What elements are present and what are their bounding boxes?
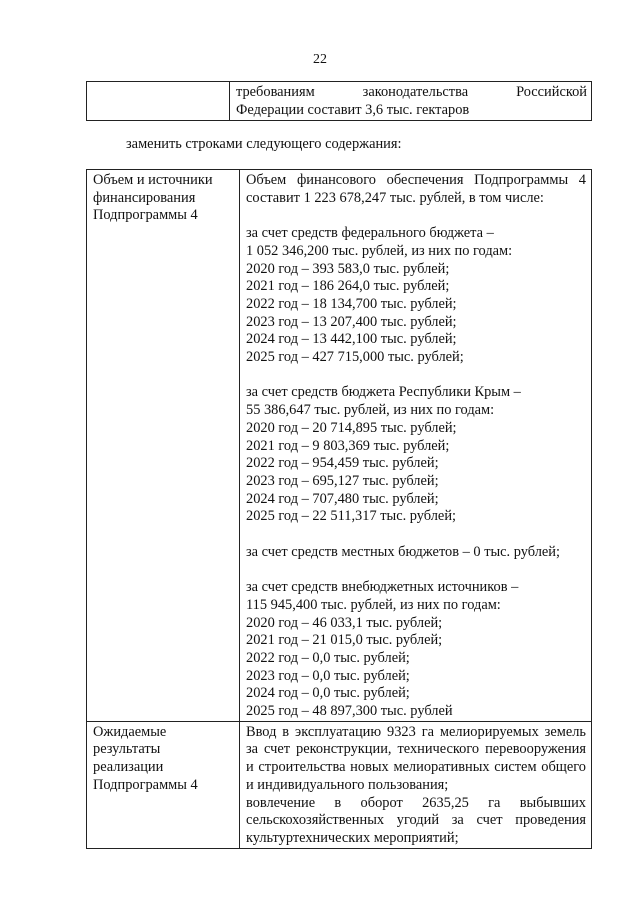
extra-heading: за счет средств внебюджетных источников – — [246, 579, 519, 596]
label-line: Подпрограммы 4 — [93, 776, 198, 793]
label-line: результаты — [93, 741, 161, 758]
year-line: 2021 год – 21 015,0 тыс. рублей; — [246, 632, 443, 649]
label-line: реализации — [93, 759, 164, 776]
continuation-cell — [230, 82, 592, 121]
year-line: 2025 год – 22 511,317 тыс. рублей; — [246, 508, 457, 525]
row-content — [240, 170, 592, 722]
table-row — [87, 82, 592, 121]
justified-line — [236, 84, 587, 102]
regional-heading: за счет средств бюджета Республики Крым – — [246, 384, 521, 401]
year-line: 2020 год – 46 033,1 тыс. рублей; — [246, 614, 443, 631]
local-line: за счет средств местных бюджетов – 0 тыс. рублей; — [246, 543, 560, 560]
row-label — [87, 170, 240, 722]
word: требованиям — [236, 84, 315, 100]
word: законодательства — [362, 84, 469, 100]
year-line: 2024 год – 13 442,100 тыс. рублей; — [246, 331, 457, 348]
continuation-table — [86, 81, 592, 121]
federal-heading: за счет средств федерального бюджета – — [246, 225, 494, 242]
year-line: 2024 год – 707,480 тыс. рублей; — [246, 490, 439, 507]
year-line: 2023 год – 0,0 тыс. рублей; — [246, 667, 410, 684]
year-line: 2025 год – 427 715,000 тыс. рублей; — [246, 349, 464, 366]
label-line: Ожидаемые — [93, 723, 167, 740]
year-line: 2022 год – 18 134,700 тыс. рублей; — [246, 295, 457, 312]
year-line: 2025 год – 48 897,300 тыс. рублей — [246, 703, 453, 720]
word: Российской — [516, 84, 587, 100]
text-line: Федерации составит 3,6 тыс. гектаров — [236, 101, 470, 118]
year-line: 2022 год – 0,0 тыс. рублей; — [246, 649, 410, 666]
regional-total: 55 386,647 тыс. рублей, из них по годам: — [246, 402, 495, 419]
empty-cell — [87, 82, 230, 121]
result-paragraph: вовлечение в оборот 2635,25 га выбывших сельскохозяйственных угодий за счет проведения культуртехнических мероприятий; — [246, 794, 586, 846]
year-line: 2023 год – 13 207,400 тыс. рублей; — [246, 313, 457, 330]
table-row-financing — [87, 170, 592, 722]
intro-text: заменить строками следующего содержания: — [126, 136, 402, 152]
label-line: Подпрограммы 4 — [93, 207, 198, 224]
row-label — [87, 721, 240, 848]
lead-paragraph: Объем финансового обеспечения Подпрограммы 4 составит 1 223 678,247 тыс. рублей, в том числе: — [246, 172, 586, 206]
year-line: 2020 год – 20 714,895 тыс. рублей; — [246, 419, 457, 436]
extra-total: 115 945,400 тыс. рублей, из них по годам: — [246, 596, 501, 613]
federal-total: 1 052 346,200 тыс. рублей, из них по годам: — [246, 242, 513, 259]
row-content — [240, 721, 592, 848]
year-line: 2023 год – 695,127 тыс. рублей; — [246, 472, 439, 489]
label-line: финансирования — [93, 189, 196, 206]
page-number: 22 — [313, 52, 327, 67]
year-line: 2022 год – 954,459 тыс. рублей; — [246, 455, 439, 472]
replacement-table — [86, 169, 592, 849]
year-line: 2021 год – 186 264,0 тыс. рублей; — [246, 278, 450, 295]
label-line: Объем и источники — [93, 172, 213, 188]
year-line: 2024 год – 0,0 тыс. рублей; — [246, 685, 410, 702]
result-paragraph: Ввод в эксплуатацию 9323 га мелиорируемых земель за счет реконструкции, технического перевооружения и строительства новых мелиоративных систем общего и индивидуального пользования; — [246, 723, 586, 793]
year-line: 2020 год – 393 583,0 тыс. рублей; — [246, 260, 450, 277]
year-line: 2021 год – 9 803,369 тыс. рублей; — [246, 437, 450, 454]
table-row-results — [87, 721, 592, 848]
